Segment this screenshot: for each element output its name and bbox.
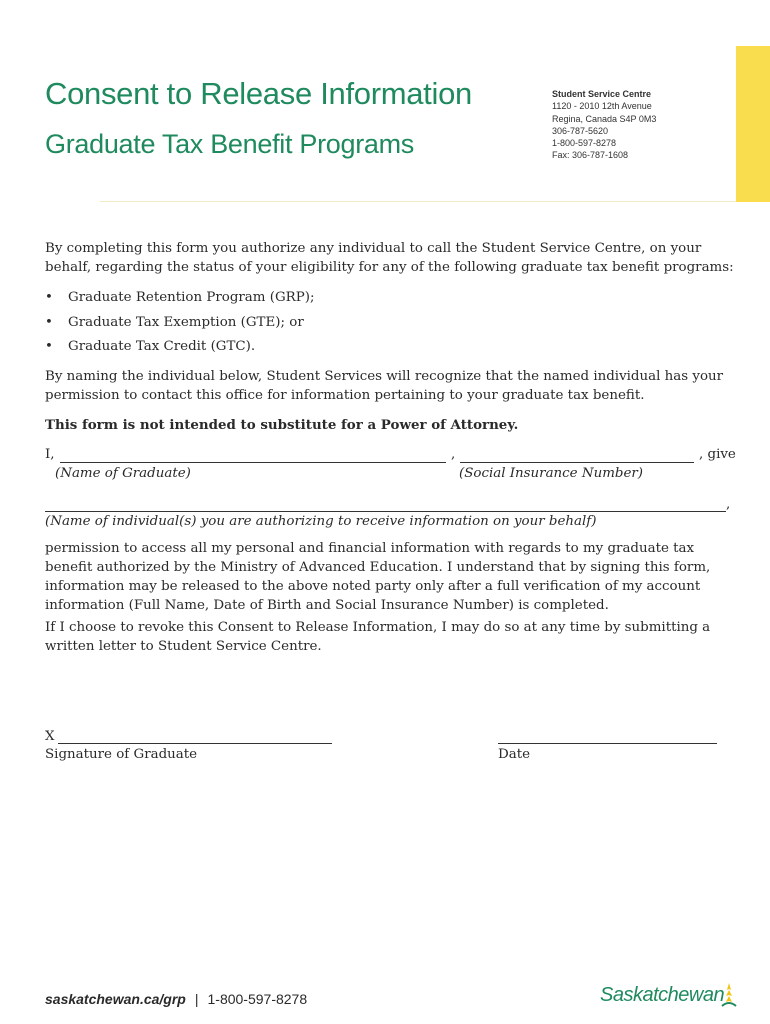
contact-block [552, 88, 656, 162]
x-mark: X [45, 729, 55, 744]
program-label: Graduate Tax Credit (GTC). [68, 339, 256, 354]
bullet-icon: • [45, 339, 53, 354]
sin-field[interactable] [460, 462, 694, 463]
list-item [45, 313, 315, 338]
program-label: Graduate Retention Program (GRP); [68, 290, 315, 305]
intro-paragraph: By completing this form you authorize any individual to call the Student Service Centre, on your behalf, regarding the status of your eligibility for any of the following graduate tax benefit programs: [45, 241, 734, 275]
footer-phone: 1-800-597-8278 [207, 991, 308, 1007]
signature-label: Signature of Graduate [45, 747, 198, 762]
graduate-name-field[interactable] [60, 462, 446, 463]
page-title: Consent to Release Information [45, 76, 472, 111]
revoke-paragraph: If I choose to revoke this Consent to Release Information, I may do so at any time by submitting a written letter to Student Service Centre. [45, 620, 711, 654]
graduate-name-caption: (Name of Graduate) [55, 466, 191, 481]
contact-fax: Fax: 306-787-1608 [552, 150, 629, 161]
bullet-icon: • [45, 314, 53, 330]
header-divider [100, 201, 736, 202]
permission-paragraph: permission to access all my personal and financial information with regards to my graduate tax benefit authorized by the Ministry of Advanced Education. I understand that by signing this form, information may be released to the above noted party only after a full verification of my account information (Full Name, Date of Birth and Social Insurance Number) is completed. [45, 541, 711, 613]
give-text: , give [699, 447, 736, 462]
saskatchewan-logo: Saskatchewan [600, 984, 725, 1006]
authorized-individual-field[interactable] [45, 511, 726, 512]
contact-phone-tollfree: 1-800-597-8278 [552, 138, 617, 149]
i-prefix: I, [45, 447, 55, 462]
sin-caption: (Social Insurance Number) [459, 466, 644, 481]
contact-name: Student Service Centre [552, 89, 652, 99]
list-item [45, 288, 315, 313]
naming-paragraph: By naming the individual below, Student Services will recognize that the named individual has your permission to contact this office for information pertaining to your graduate tax benefit. [45, 369, 724, 403]
contact-address-line2: Regina, Canada S4P 0M3 [552, 113, 657, 124]
contact-address-line1: 1120 - 2010 12th Avenue [552, 101, 652, 112]
accent-bar [736, 46, 770, 202]
notice-text: This form is not intended to substitute for a Power of Attorney. [45, 417, 519, 433]
program-label: Graduate Tax Exemption (GTE); or [68, 314, 304, 330]
trailing-comma: , [726, 497, 731, 512]
footer-url-link[interactable]: saskatchewan.ca/grp [45, 991, 186, 1007]
footer-separator: | [194, 991, 199, 1007]
bullet-icon: • [45, 290, 53, 305]
date-field[interactable] [498, 743, 717, 744]
contact-phone-local: 306-787-5620 [552, 125, 609, 136]
comma-separator: , [451, 447, 456, 462]
signature-field[interactable] [58, 743, 332, 744]
wheat-logo-icon [720, 982, 738, 1008]
program-list [45, 288, 315, 362]
list-item [45, 337, 315, 362]
footer-contact [45, 991, 307, 1007]
date-label: Date [498, 747, 531, 762]
authorized-individual-caption: (Name of individual(s) you are authorizing to receive information on your behalf) [45, 514, 597, 529]
page-subtitle: Graduate Tax Benefit Programs [45, 129, 414, 159]
